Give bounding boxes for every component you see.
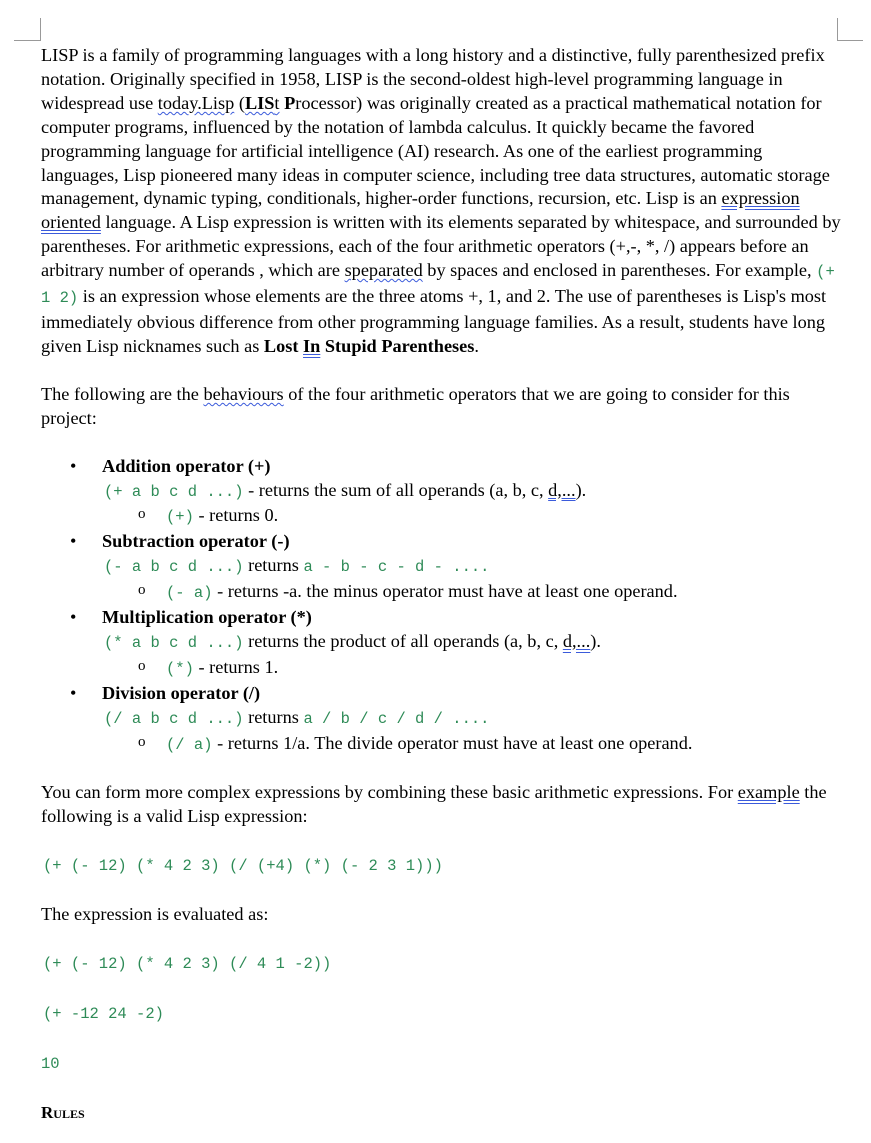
operator-desc: returns [243,706,304,727]
operator-desc-code: a / b / c / d / .... [303,709,490,728]
operator-item [41,530,841,606]
sub-desc: - returns 1/a. The divide operator must have at least one operand. [212,732,693,753]
rules-heading: Rules [41,1102,85,1122]
corner-mark [837,40,863,41]
text: the following is a valid Lisp expression: [41,782,827,827]
bold-letter: P [284,92,296,113]
operator-desc: returns [243,555,304,576]
bold-letters: LIS [244,92,275,113]
sub-desc: - returns 0. [193,505,279,526]
operator-code: (* a b c d ...) [104,633,244,652]
text: t [274,92,280,113]
lisp-expression: (+ (- 12) (* 4 2 3) (/ 4 1 -2)) [43,955,332,974]
grammar-flag: d,... [562,630,591,651]
sub-code: (- a) [166,584,213,603]
text: ( [234,92,245,113]
operator-item [41,455,841,531]
text: rocessor) was originally created as a practical mathematical notation for computer programs, influenced by the notation of lambda calculus. It quickly became the favored programming language for artificial intelligence (AI) research. As one of the earliest programming languages, Lisp pioneered many ideas in computer science, including tree data structures, automatic storage management, dynamic typing, conditionals, higher-order functions, recursion, etc. Lisp is an [41,92,830,209]
bold-word: Stupid [324,335,377,356]
sub-code: (*) [166,659,194,678]
sub-code: (+) [166,508,194,527]
text: . [474,335,479,356]
sub-desc: - returns -a. the minus operator must have at least one operand. [212,581,678,602]
intro-paragraph [41,44,841,359]
sub-code: (/ a) [166,735,213,754]
text: You can form more complex expressions by combining these basic arithmetic expressions. For [41,782,738,803]
text: The following are the [41,383,204,404]
operator-list [41,455,841,758]
spelling-flag: today.Lisp [157,92,235,113]
operator-code: (/ a b c d ...) [104,709,244,728]
spelling-flag: speparated [344,260,423,281]
text: language. A Lisp expression is written with its elements separated by whitespace, and surrounded by parentheses. For arithmetic expressions, each of the four arithmetic operators (+,-, *, /) appears before an arbitrary number of operands , which are [41,212,841,281]
corner-mark [14,40,41,41]
complex-paragraph [41,781,841,829]
operator-title: • Multiplication operator (*) [102,607,312,628]
text: of the four arithmetic operators that we are going to consider for this project: [41,383,790,428]
operator-item [41,606,841,682]
operator-desc: ). [590,630,601,651]
bold-word: Lost [263,335,299,356]
operator-desc: returns the product of all operands (a, b, c, [243,630,563,651]
corner-mark [837,18,838,41]
bold-word: Parentheses [381,335,475,356]
evaluated-label: The expression is evaluated as: [41,904,269,925]
bold-word: In [303,335,321,356]
operator-title: • Division operator (/) [102,682,261,703]
operator-title: • Subtraction operator (-) [102,531,290,552]
document-page [41,44,841,1125]
operator-sub-item [41,580,841,606]
sub-desc: - returns 1. [193,656,279,677]
grammar-flag: d,... [548,479,576,500]
operator-item [41,682,841,758]
behaviours-paragraph [41,383,841,431]
lisp-expression: (+ -12 24 -2) [43,1005,164,1023]
inline-code: (+ 1 2) [41,263,835,308]
corner-mark [40,18,41,41]
operator-code: (+ a b c d ...) [104,482,244,501]
operator-sub-item [41,732,841,758]
grammar-flag: example [737,782,800,803]
lisp-expression: (+ (- 12) (* 4 2 3) (/ (+4) (*) (- 2 3 1))) [43,857,443,876]
text: by spaces and enclosed in parentheses. For example, [422,260,817,281]
result-value: 10 [41,1054,60,1073]
operator-desc: - returns the sum of all operands (a, b, c, [243,479,549,500]
operator-title: • Addition operator (+) [102,455,271,476]
spelling-flag: behaviours [203,383,284,404]
operator-desc: ). [575,479,587,500]
operator-sub-item [41,656,841,682]
operator-desc-code: a - b - c - d - .... [303,558,490,577]
operator-sub-item [41,504,841,530]
text: LISP is a family of programming languages with a long history and a distinctive, fully parenthesized prefix notation. Originally specified in 1958, LISP is the second-oldest high-level programming language in widespread use [41,45,825,113]
grammar-flag: expression oriented [41,188,800,233]
text: is an expression whose elements are the three atoms +, 1, and 2. The use of parentheses is Lisp's most immediately obvious difference from other programming language families. As a result, students have long given Lisp nicknames such as [41,286,827,356]
operator-code: (- a b c d ...) [104,558,244,577]
